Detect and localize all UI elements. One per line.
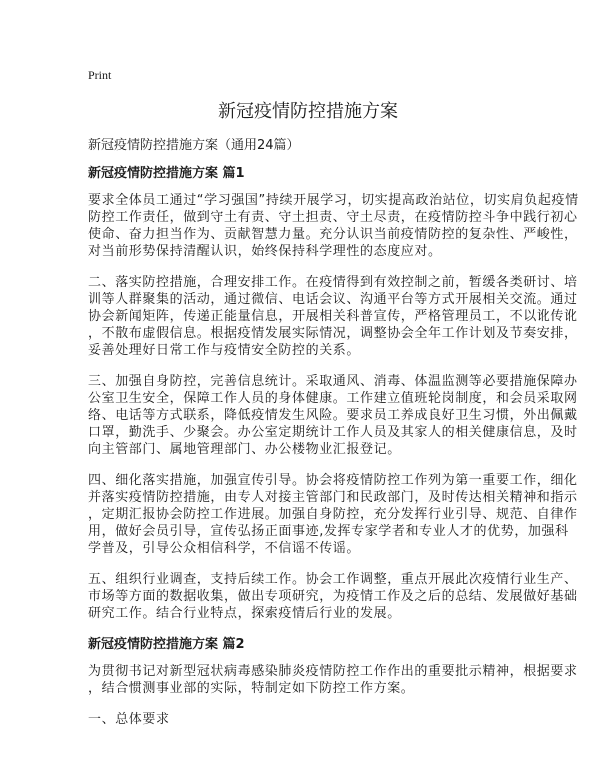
paragraph-line: 向主管部门、属地管理部门、办公楼物业汇报登记。 — [88, 442, 401, 457]
paragraph-line: 五、组织行业调查，支持后续工作。协会工作调整，重点开展此次疫情行业生产、 — [88, 572, 578, 587]
paragraph-line: 研究工作。结合行业特点，探索疫情后行业的发展。 — [88, 606, 401, 621]
document-page — [88, 68, 579, 742]
paragraph-line: 三、加强自身防控，完善信息统计。采取通风、消毒、体温监测等必要措施保障办 — [88, 374, 578, 389]
paragraph-line: 市场等方面的数据收集，做出专项研究，为疫情工作及之后的总结、发展做好基础 — [88, 589, 578, 604]
paragraph — [88, 571, 578, 622]
paragraph-line: 络、电话等方式联系，降低疫情发生风险。要求员工养成良好卫生习惯，外出佩戴 — [88, 408, 578, 423]
paragraph — [88, 663, 578, 697]
paragraph-line: 用，做好会员引导，宣传弘扬正面事迹,发挥专家学者和专业人才的优势，加强科 — [88, 524, 569, 539]
paragraph-line: 训等人群聚集的活动，通过微信、电话会议、沟通平台等方式开展相关交流。通过 — [88, 292, 578, 307]
paragraph-line: 妥善处理好日常工作与疫情安全防控的关系。 — [88, 343, 361, 358]
paragraph — [88, 274, 578, 359]
paragraph — [88, 711, 528, 728]
paragraph-line: 使命、奋力担当作为、贡献智慧力量。充分认识当前疫情防控的复杂性、严峻性， — [88, 227, 578, 242]
paragraph-line: 公室卫生安全，保障工作人员的身体健康。工作建立值班轮岗制度，和会员采取网 — [88, 391, 578, 406]
paragraph-line: 要求全体员工通过“学习强国”持续开展学习，切实提高政治站位，切实肩负起疫情 — [88, 193, 579, 208]
paragraph-line: 口罩，勤洗手、少聚会。办公室定期统计工作人员及其家人的相关健康信息，及时 — [88, 425, 578, 440]
paragraph-line: 并落实疫情防控措施，由专人对接主管部门和民政部门，及时传达相关精神和指示 — [88, 490, 578, 505]
paragraph-line: 学普及，引导公众相信科学，不信谣不传谣。 — [88, 541, 361, 556]
paragraph — [88, 192, 579, 260]
paragraph-line: ，不散布虚假信息。根据疫情发展实际情况，调整协会全年工作计划及节奏安排， — [88, 326, 578, 341]
paragraph-line: 防控工作责任，做到守土有责、守土担责、守土尽责，在疫情防控斗争中践行初心 — [88, 210, 578, 225]
paragraph-line: 一、总体要求 — [88, 712, 170, 727]
paragraph-line: 协会新闻矩阵，传递正能量信息，开展相关科普宣传，严格管理员工，不以讹传讹 — [88, 309, 578, 324]
print-link[interactable]: Print — [88, 68, 112, 82]
sections — [88, 165, 579, 728]
section-heading: 新冠疫情防控措施方案 篇1 — [88, 166, 245, 181]
section-heading: 新冠疫情防控措施方案 篇2 — [88, 637, 245, 652]
paragraph-line: 四、细化落实措施，加强宣传引导。协会将疫情防控工作列为第一重要工作，细化 — [88, 473, 578, 488]
subtitle: 新冠疫情防控措施方案（通用24篇） — [88, 138, 300, 153]
paragraph-line: ，定期汇报协会防控工作进展。加强自身防控，充分发挥行业引导、规范、自律作 — [88, 507, 578, 522]
page-title: 新冠疫情防控措施方案 — [218, 101, 398, 122]
paragraph — [88, 472, 578, 557]
paragraph-line: 对当前形势保持清醒认识，始终保持科学理性的态度应对。 — [88, 244, 442, 259]
paragraph-line: 为贯彻书记对新型冠状病毒感染肺炎疫情防控工作作出的重要批示精神，根据要求 — [88, 664, 578, 679]
paragraph-line: ，结合惯测事业部的实际，特制定如下防控工作方案。 — [88, 681, 415, 696]
paragraph — [88, 373, 578, 458]
paragraph-line: 二、落实防控措施，合理安排工作。在疫情得到有效控制之前，暂缓各类研讨、培 — [88, 275, 578, 290]
